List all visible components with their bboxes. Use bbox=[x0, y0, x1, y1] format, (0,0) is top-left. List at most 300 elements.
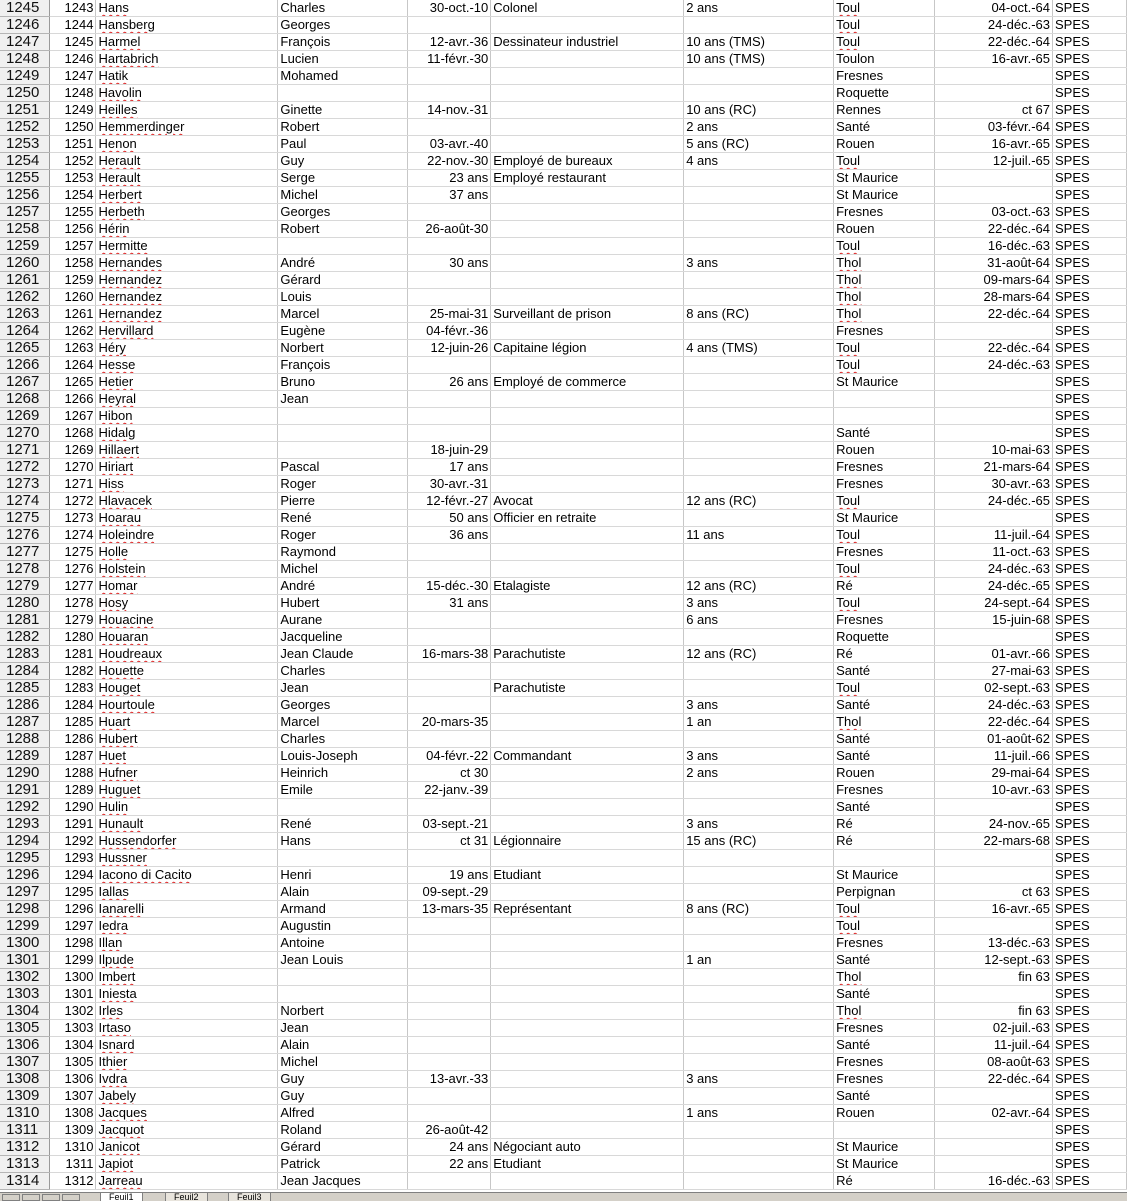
sentence-cell[interactable] bbox=[684, 493, 834, 510]
profession-cell[interactable] bbox=[491, 663, 684, 680]
firstname-cell[interactable] bbox=[278, 442, 408, 459]
code-cell[interactable] bbox=[1053, 680, 1127, 697]
row-header[interactable] bbox=[0, 1173, 50, 1190]
firstname-cell[interactable] bbox=[278, 17, 408, 34]
place-cell[interactable] bbox=[834, 1054, 935, 1071]
place-cell[interactable] bbox=[834, 323, 935, 340]
firstname-cell[interactable] bbox=[278, 612, 408, 629]
row-header[interactable] bbox=[0, 595, 50, 612]
date-cell[interactable] bbox=[408, 969, 491, 986]
place-cell[interactable] bbox=[834, 425, 935, 442]
date-cell[interactable] bbox=[408, 663, 491, 680]
date2-cell[interactable] bbox=[935, 85, 1053, 102]
sentence-cell[interactable] bbox=[684, 799, 834, 816]
code-cell[interactable] bbox=[1053, 68, 1127, 85]
place-cell[interactable] bbox=[834, 969, 935, 986]
date2-cell[interactable] bbox=[935, 493, 1053, 510]
place-cell[interactable] bbox=[834, 272, 935, 289]
name-cell[interactable] bbox=[96, 646, 278, 663]
code-cell[interactable] bbox=[1053, 935, 1127, 952]
row-header[interactable] bbox=[0, 272, 50, 289]
row-header[interactable] bbox=[0, 68, 50, 85]
date-cell[interactable] bbox=[408, 1156, 491, 1173]
profession-cell[interactable] bbox=[491, 765, 684, 782]
date-cell[interactable] bbox=[408, 867, 491, 884]
firstname-cell[interactable] bbox=[278, 833, 408, 850]
date-cell[interactable] bbox=[408, 884, 491, 901]
sentence-cell[interactable] bbox=[684, 1105, 834, 1122]
profession-cell[interactable] bbox=[491, 1139, 684, 1156]
profession-cell[interactable] bbox=[491, 1173, 684, 1190]
date2-cell[interactable] bbox=[935, 697, 1053, 714]
name-cell[interactable] bbox=[96, 833, 278, 850]
sentence-cell[interactable] bbox=[684, 17, 834, 34]
place-cell[interactable] bbox=[834, 459, 935, 476]
place-cell[interactable] bbox=[834, 1105, 935, 1122]
row-header[interactable] bbox=[0, 119, 50, 136]
id-cell[interactable] bbox=[50, 68, 96, 85]
date-cell[interactable] bbox=[408, 1088, 491, 1105]
id-cell[interactable] bbox=[50, 782, 96, 799]
profession-cell[interactable] bbox=[491, 272, 684, 289]
place-cell[interactable] bbox=[834, 493, 935, 510]
firstname-cell[interactable] bbox=[278, 1037, 408, 1054]
profession-cell[interactable] bbox=[491, 969, 684, 986]
place-cell[interactable] bbox=[834, 986, 935, 1003]
sentence-cell[interactable] bbox=[684, 153, 834, 170]
date-cell[interactable] bbox=[408, 0, 491, 17]
date-cell[interactable] bbox=[408, 34, 491, 51]
firstname-cell[interactable] bbox=[278, 714, 408, 731]
name-cell[interactable] bbox=[96, 680, 278, 697]
id-cell[interactable] bbox=[50, 816, 96, 833]
name-cell[interactable] bbox=[96, 884, 278, 901]
sentence-cell[interactable] bbox=[684, 850, 834, 867]
place-cell[interactable] bbox=[834, 289, 935, 306]
profession-cell[interactable] bbox=[491, 1122, 684, 1139]
name-cell[interactable] bbox=[96, 289, 278, 306]
firstname-cell[interactable] bbox=[278, 578, 408, 595]
date2-cell[interactable] bbox=[935, 765, 1053, 782]
profession-cell[interactable] bbox=[491, 102, 684, 119]
name-cell[interactable] bbox=[96, 816, 278, 833]
id-cell[interactable] bbox=[50, 969, 96, 986]
row-header[interactable] bbox=[0, 1054, 50, 1071]
firstname-cell[interactable] bbox=[278, 782, 408, 799]
row-header[interactable] bbox=[0, 51, 50, 68]
row-header[interactable] bbox=[0, 1088, 50, 1105]
profession-cell[interactable] bbox=[491, 561, 684, 578]
place-cell[interactable] bbox=[834, 255, 935, 272]
sentence-cell[interactable] bbox=[684, 918, 834, 935]
date2-cell[interactable] bbox=[935, 629, 1053, 646]
date2-cell[interactable] bbox=[935, 1020, 1053, 1037]
firstname-cell[interactable] bbox=[278, 102, 408, 119]
profession-cell[interactable] bbox=[491, 748, 684, 765]
profession-cell[interactable] bbox=[491, 952, 684, 969]
place-cell[interactable] bbox=[834, 612, 935, 629]
date-cell[interactable] bbox=[408, 323, 491, 340]
date2-cell[interactable] bbox=[935, 102, 1053, 119]
firstname-cell[interactable] bbox=[278, 238, 408, 255]
row-header[interactable] bbox=[0, 952, 50, 969]
row-header[interactable] bbox=[0, 782, 50, 799]
code-cell[interactable] bbox=[1053, 340, 1127, 357]
profession-cell[interactable] bbox=[491, 833, 684, 850]
place-cell[interactable] bbox=[834, 697, 935, 714]
name-cell[interactable] bbox=[96, 867, 278, 884]
firstname-cell[interactable] bbox=[278, 221, 408, 238]
id-cell[interactable] bbox=[50, 136, 96, 153]
name-cell[interactable] bbox=[96, 697, 278, 714]
firstname-cell[interactable] bbox=[278, 510, 408, 527]
code-cell[interactable] bbox=[1053, 595, 1127, 612]
id-cell[interactable] bbox=[50, 1088, 96, 1105]
code-cell[interactable] bbox=[1053, 34, 1127, 51]
place-cell[interactable] bbox=[834, 663, 935, 680]
profession-cell[interactable] bbox=[491, 459, 684, 476]
date-cell[interactable] bbox=[408, 221, 491, 238]
row-header[interactable] bbox=[0, 0, 50, 17]
code-cell[interactable] bbox=[1053, 1122, 1127, 1139]
profession-cell[interactable] bbox=[491, 442, 684, 459]
place-cell[interactable] bbox=[834, 714, 935, 731]
row-header[interactable] bbox=[0, 1156, 50, 1173]
date2-cell[interactable] bbox=[935, 187, 1053, 204]
sentence-cell[interactable] bbox=[684, 306, 834, 323]
firstname-cell[interactable] bbox=[278, 170, 408, 187]
place-cell[interactable] bbox=[834, 731, 935, 748]
date2-cell[interactable] bbox=[935, 0, 1053, 17]
id-cell[interactable] bbox=[50, 1156, 96, 1173]
date-cell[interactable] bbox=[408, 170, 491, 187]
place-cell[interactable] bbox=[834, 1122, 935, 1139]
place-cell[interactable] bbox=[834, 918, 935, 935]
place-cell[interactable] bbox=[834, 935, 935, 952]
row-header[interactable] bbox=[0, 374, 50, 391]
firstname-cell[interactable] bbox=[278, 204, 408, 221]
date-cell[interactable] bbox=[408, 306, 491, 323]
id-cell[interactable] bbox=[50, 425, 96, 442]
profession-cell[interactable] bbox=[491, 918, 684, 935]
date2-cell[interactable] bbox=[935, 204, 1053, 221]
profession-cell[interactable] bbox=[491, 34, 684, 51]
profession-cell[interactable] bbox=[491, 1156, 684, 1173]
date-cell[interactable] bbox=[408, 153, 491, 170]
row-header[interactable] bbox=[0, 153, 50, 170]
firstname-cell[interactable] bbox=[278, 748, 408, 765]
date2-cell[interactable] bbox=[935, 391, 1053, 408]
place-cell[interactable] bbox=[834, 595, 935, 612]
firstname-cell[interactable] bbox=[278, 323, 408, 340]
date-cell[interactable] bbox=[408, 17, 491, 34]
date-cell[interactable] bbox=[408, 1173, 491, 1190]
date-cell[interactable] bbox=[408, 459, 491, 476]
place-cell[interactable] bbox=[834, 85, 935, 102]
place-cell[interactable] bbox=[834, 578, 935, 595]
place-cell[interactable] bbox=[834, 561, 935, 578]
id-cell[interactable] bbox=[50, 408, 96, 425]
firstname-cell[interactable] bbox=[278, 1088, 408, 1105]
date2-cell[interactable] bbox=[935, 782, 1053, 799]
id-cell[interactable] bbox=[50, 510, 96, 527]
date-cell[interactable] bbox=[408, 357, 491, 374]
date2-cell[interactable] bbox=[935, 153, 1053, 170]
row-header[interactable] bbox=[0, 442, 50, 459]
firstname-cell[interactable] bbox=[278, 935, 408, 952]
firstname-cell[interactable] bbox=[278, 374, 408, 391]
name-cell[interactable] bbox=[96, 34, 278, 51]
date2-cell[interactable] bbox=[935, 374, 1053, 391]
sentence-cell[interactable] bbox=[684, 510, 834, 527]
code-cell[interactable] bbox=[1053, 527, 1127, 544]
date2-cell[interactable] bbox=[935, 357, 1053, 374]
profession-cell[interactable] bbox=[491, 646, 684, 663]
name-cell[interactable] bbox=[96, 629, 278, 646]
row-header[interactable] bbox=[0, 629, 50, 646]
sentence-cell[interactable] bbox=[684, 289, 834, 306]
sentence-cell[interactable] bbox=[684, 884, 834, 901]
id-cell[interactable] bbox=[50, 1173, 96, 1190]
id-cell[interactable] bbox=[50, 1003, 96, 1020]
date-cell[interactable] bbox=[408, 850, 491, 867]
row-header[interactable] bbox=[0, 408, 50, 425]
name-cell[interactable] bbox=[96, 527, 278, 544]
row-header[interactable] bbox=[0, 816, 50, 833]
firstname-cell[interactable] bbox=[278, 850, 408, 867]
row-header[interactable] bbox=[0, 391, 50, 408]
firstname-cell[interactable] bbox=[278, 799, 408, 816]
place-cell[interactable] bbox=[834, 1020, 935, 1037]
date-cell[interactable] bbox=[408, 204, 491, 221]
date2-cell[interactable] bbox=[935, 527, 1053, 544]
sentence-cell[interactable] bbox=[684, 238, 834, 255]
id-cell[interactable] bbox=[50, 476, 96, 493]
id-cell[interactable] bbox=[50, 153, 96, 170]
profession-cell[interactable] bbox=[491, 391, 684, 408]
id-cell[interactable] bbox=[50, 1071, 96, 1088]
firstname-cell[interactable] bbox=[278, 1071, 408, 1088]
date-cell[interactable] bbox=[408, 935, 491, 952]
place-cell[interactable] bbox=[834, 408, 935, 425]
profession-cell[interactable] bbox=[491, 1037, 684, 1054]
code-cell[interactable] bbox=[1053, 0, 1127, 17]
place-cell[interactable] bbox=[834, 170, 935, 187]
id-cell[interactable] bbox=[50, 119, 96, 136]
date2-cell[interactable] bbox=[935, 952, 1053, 969]
code-cell[interactable] bbox=[1053, 1037, 1127, 1054]
row-header[interactable] bbox=[0, 204, 50, 221]
code-cell[interactable] bbox=[1053, 765, 1127, 782]
date-cell[interactable] bbox=[408, 425, 491, 442]
firstname-cell[interactable] bbox=[278, 459, 408, 476]
sentence-cell[interactable] bbox=[684, 34, 834, 51]
code-cell[interactable] bbox=[1053, 833, 1127, 850]
firstname-cell[interactable] bbox=[278, 986, 408, 1003]
date-cell[interactable] bbox=[408, 952, 491, 969]
code-cell[interactable] bbox=[1053, 952, 1127, 969]
firstname-cell[interactable] bbox=[278, 765, 408, 782]
name-cell[interactable] bbox=[96, 374, 278, 391]
code-cell[interactable] bbox=[1053, 221, 1127, 238]
code-cell[interactable] bbox=[1053, 1020, 1127, 1037]
firstname-cell[interactable] bbox=[278, 272, 408, 289]
date2-cell[interactable] bbox=[935, 595, 1053, 612]
id-cell[interactable] bbox=[50, 629, 96, 646]
sentence-cell[interactable] bbox=[684, 612, 834, 629]
date-cell[interactable] bbox=[408, 578, 491, 595]
sentence-cell[interactable] bbox=[684, 595, 834, 612]
row-header[interactable] bbox=[0, 510, 50, 527]
name-cell[interactable] bbox=[96, 255, 278, 272]
profession-cell[interactable] bbox=[491, 935, 684, 952]
profession-cell[interactable] bbox=[491, 510, 684, 527]
firstname-cell[interactable] bbox=[278, 357, 408, 374]
profession-cell[interactable] bbox=[491, 289, 684, 306]
code-cell[interactable] bbox=[1053, 170, 1127, 187]
profession-cell[interactable] bbox=[491, 816, 684, 833]
date-cell[interactable] bbox=[408, 374, 491, 391]
name-cell[interactable] bbox=[96, 357, 278, 374]
date2-cell[interactable] bbox=[935, 1088, 1053, 1105]
id-cell[interactable] bbox=[50, 340, 96, 357]
profession-cell[interactable] bbox=[491, 476, 684, 493]
sentence-cell[interactable] bbox=[684, 85, 834, 102]
code-cell[interactable] bbox=[1053, 476, 1127, 493]
profession-cell[interactable] bbox=[491, 0, 684, 17]
name-cell[interactable] bbox=[96, 391, 278, 408]
date2-cell[interactable] bbox=[935, 850, 1053, 867]
row-header[interactable] bbox=[0, 102, 50, 119]
place-cell[interactable] bbox=[834, 187, 935, 204]
id-cell[interactable] bbox=[50, 85, 96, 102]
profession-cell[interactable] bbox=[491, 204, 684, 221]
firstname-cell[interactable] bbox=[278, 952, 408, 969]
name-cell[interactable] bbox=[96, 1173, 278, 1190]
place-cell[interactable] bbox=[834, 527, 935, 544]
place-cell[interactable] bbox=[834, 901, 935, 918]
date2-cell[interactable] bbox=[935, 816, 1053, 833]
date-cell[interactable] bbox=[408, 51, 491, 68]
date-cell[interactable] bbox=[408, 289, 491, 306]
profession-cell[interactable] bbox=[491, 17, 684, 34]
place-cell[interactable] bbox=[834, 833, 935, 850]
name-cell[interactable] bbox=[96, 595, 278, 612]
code-cell[interactable] bbox=[1053, 1156, 1127, 1173]
date2-cell[interactable] bbox=[935, 34, 1053, 51]
id-cell[interactable] bbox=[50, 952, 96, 969]
id-cell[interactable] bbox=[50, 731, 96, 748]
sentence-cell[interactable] bbox=[684, 1122, 834, 1139]
id-cell[interactable] bbox=[50, 391, 96, 408]
name-cell[interactable] bbox=[96, 1071, 278, 1088]
profession-cell[interactable] bbox=[491, 408, 684, 425]
firstname-cell[interactable] bbox=[278, 680, 408, 697]
row-header[interactable] bbox=[0, 799, 50, 816]
row-header[interactable] bbox=[0, 765, 50, 782]
date2-cell[interactable] bbox=[935, 1003, 1053, 1020]
id-cell[interactable] bbox=[50, 0, 96, 17]
id-cell[interactable] bbox=[50, 1020, 96, 1037]
place-cell[interactable] bbox=[834, 1003, 935, 1020]
place-cell[interactable] bbox=[834, 442, 935, 459]
row-header[interactable] bbox=[0, 255, 50, 272]
firstname-cell[interactable] bbox=[278, 136, 408, 153]
firstname-cell[interactable] bbox=[278, 1156, 408, 1173]
profession-cell[interactable] bbox=[491, 1088, 684, 1105]
firstname-cell[interactable] bbox=[278, 391, 408, 408]
sentence-cell[interactable] bbox=[684, 1071, 834, 1088]
name-cell[interactable] bbox=[96, 510, 278, 527]
row-header[interactable] bbox=[0, 1122, 50, 1139]
sentence-cell[interactable] bbox=[684, 1139, 834, 1156]
date-cell[interactable] bbox=[408, 68, 491, 85]
code-cell[interactable] bbox=[1053, 799, 1127, 816]
sentence-cell[interactable] bbox=[684, 476, 834, 493]
name-cell[interactable] bbox=[96, 714, 278, 731]
date2-cell[interactable] bbox=[935, 425, 1053, 442]
code-cell[interactable] bbox=[1053, 374, 1127, 391]
profession-cell[interactable] bbox=[491, 1105, 684, 1122]
id-cell[interactable] bbox=[50, 595, 96, 612]
place-cell[interactable] bbox=[834, 952, 935, 969]
id-cell[interactable] bbox=[50, 34, 96, 51]
firstname-cell[interactable] bbox=[278, 646, 408, 663]
row-header[interactable] bbox=[0, 476, 50, 493]
sentence-cell[interactable] bbox=[684, 731, 834, 748]
name-cell[interactable] bbox=[96, 901, 278, 918]
date2-cell[interactable] bbox=[935, 170, 1053, 187]
id-cell[interactable] bbox=[50, 884, 96, 901]
row-header[interactable] bbox=[0, 561, 50, 578]
sheet-tab-feuil2[interactable]: Feuil2 bbox=[165, 1193, 208, 1201]
firstname-cell[interactable] bbox=[278, 1122, 408, 1139]
place-cell[interactable] bbox=[834, 748, 935, 765]
date2-cell[interactable] bbox=[935, 1054, 1053, 1071]
place-cell[interactable] bbox=[834, 340, 935, 357]
firstname-cell[interactable] bbox=[278, 918, 408, 935]
row-header[interactable] bbox=[0, 850, 50, 867]
date2-cell[interactable] bbox=[935, 986, 1053, 1003]
sentence-cell[interactable] bbox=[684, 833, 834, 850]
date-cell[interactable] bbox=[408, 544, 491, 561]
place-cell[interactable] bbox=[834, 136, 935, 153]
name-cell[interactable] bbox=[96, 119, 278, 136]
row-header[interactable] bbox=[0, 1020, 50, 1037]
date-cell[interactable] bbox=[408, 85, 491, 102]
firstname-cell[interactable] bbox=[278, 51, 408, 68]
place-cell[interactable] bbox=[834, 799, 935, 816]
firstname-cell[interactable] bbox=[278, 731, 408, 748]
firstname-cell[interactable] bbox=[278, 1173, 408, 1190]
name-cell[interactable] bbox=[96, 850, 278, 867]
profession-cell[interactable] bbox=[491, 986, 684, 1003]
date2-cell[interactable] bbox=[935, 476, 1053, 493]
firstname-cell[interactable] bbox=[278, 867, 408, 884]
date2-cell[interactable] bbox=[935, 544, 1053, 561]
id-cell[interactable] bbox=[50, 935, 96, 952]
date-cell[interactable] bbox=[408, 561, 491, 578]
place-cell[interactable] bbox=[834, 17, 935, 34]
date2-cell[interactable] bbox=[935, 1156, 1053, 1173]
sentence-cell[interactable] bbox=[684, 204, 834, 221]
code-cell[interactable] bbox=[1053, 663, 1127, 680]
profession-cell[interactable] bbox=[491, 306, 684, 323]
date-cell[interactable] bbox=[408, 986, 491, 1003]
sentence-cell[interactable] bbox=[684, 578, 834, 595]
id-cell[interactable] bbox=[50, 680, 96, 697]
name-cell[interactable] bbox=[96, 187, 278, 204]
